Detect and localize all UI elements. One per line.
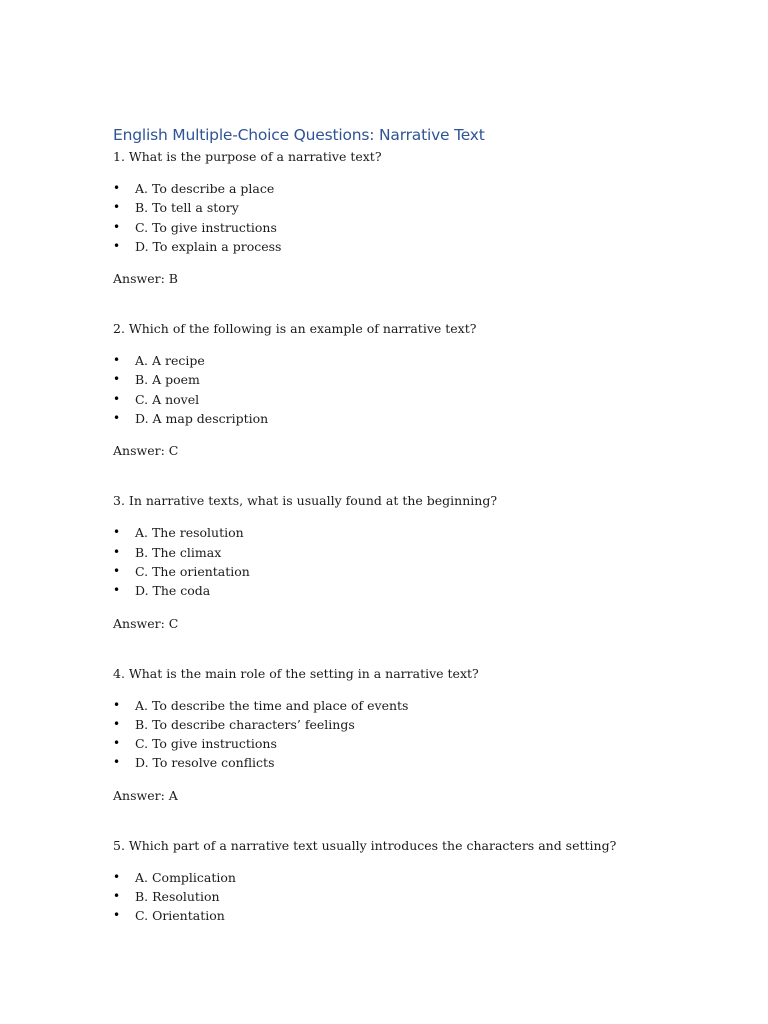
- document-title: English Multiple-Choice Questions: Narrative Text: [113, 126, 485, 144]
- bullet-icon: •: [113, 908, 121, 923]
- option-text: A. Complication: [135, 869, 236, 885]
- question-text: 1. What is the purpose of a narrative text?: [113, 149, 382, 164]
- bullet-icon: •: [113, 583, 121, 598]
- bullet-icon: •: [113, 391, 121, 406]
- options-list: [113, 523, 673, 600]
- option-text: A. A recipe: [135, 353, 205, 369]
- bullet-icon: •: [113, 525, 121, 540]
- question-text: 2. Which of the following is an example of narrative text?: [113, 321, 477, 337]
- option-text: B. Resolution: [135, 889, 220, 905]
- document-body: [113, 124, 673, 926]
- option-text: C. Orientation: [135, 908, 225, 924]
- option-item: [113, 734, 673, 753]
- option-item: [113, 562, 673, 581]
- option-item: [113, 696, 673, 715]
- question-text: 4. What is the main role of the setting in a narrative text?: [113, 665, 479, 681]
- options-list: [113, 696, 673, 773]
- option-item: [113, 351, 673, 370]
- bullet-icon: •: [113, 372, 121, 387]
- bullet-icon: •: [113, 889, 121, 904]
- option-text: B. To tell a story: [135, 200, 239, 216]
- bullet-icon: •: [113, 697, 121, 712]
- bullet-icon: •: [113, 411, 121, 426]
- option-item: [113, 906, 673, 925]
- bullet-icon: •: [113, 563, 121, 578]
- question-3: [113, 492, 673, 631]
- option-text: C. To give instructions: [135, 219, 277, 235]
- option-text: D. To resolve conflicts: [135, 755, 275, 771]
- option-text: D. The coda: [135, 583, 211, 599]
- option-text: D. A map description: [135, 411, 269, 427]
- answer-text: Answer: B: [113, 271, 178, 287]
- question-4: [113, 665, 673, 804]
- option-item: [113, 715, 673, 734]
- question-text: 5. Which part of a narrative text usually introduces the characters and setting?: [113, 837, 617, 853]
- option-item: [113, 868, 673, 887]
- option-text: B. A poem: [135, 372, 200, 388]
- question-2: [113, 320, 673, 459]
- option-item: [113, 237, 673, 256]
- option-item: [113, 390, 673, 409]
- option-text: C. The orientation: [135, 563, 250, 579]
- option-text: A. To describe the time and place of events: [135, 697, 409, 713]
- options-list: [113, 351, 673, 428]
- bullet-icon: •: [113, 869, 121, 884]
- answer-text: Answer: C: [113, 615, 179, 631]
- option-item: [113, 753, 673, 772]
- bullet-icon: •: [113, 736, 121, 751]
- answer-text: Answer: A: [113, 787, 178, 803]
- question-text: 3. In narrative texts, what is usually found at the beginning?: [113, 493, 498, 509]
- bullet-icon: •: [113, 544, 121, 559]
- bullet-icon: •: [113, 716, 121, 731]
- option-item: [113, 179, 673, 198]
- option-item: [113, 218, 673, 237]
- question-5: [113, 837, 673, 926]
- option-text: B. The climax: [135, 544, 222, 560]
- bullet-icon: •: [113, 181, 121, 195]
- option-item: [113, 523, 673, 542]
- option-item: [113, 198, 673, 217]
- option-text: A. The resolution: [135, 525, 244, 541]
- option-text: C. A novel: [135, 391, 200, 407]
- option-item: [113, 370, 673, 389]
- option-text: D. To explain a process: [135, 238, 282, 254]
- options-list: [113, 179, 673, 256]
- question-1: [113, 148, 673, 287]
- bullet-icon: •: [113, 200, 121, 215]
- option-text: A. To describe a place: [135, 181, 275, 196]
- option-item: [113, 409, 673, 428]
- option-text: C. To give instructions: [135, 736, 277, 752]
- bullet-icon: •: [113, 755, 121, 770]
- bullet-icon: •: [113, 238, 121, 253]
- options-list: [113, 868, 673, 926]
- option-item: [113, 581, 673, 600]
- bullet-icon: •: [113, 353, 121, 368]
- bullet-icon: •: [113, 219, 121, 234]
- option-item: [113, 543, 673, 562]
- answer-text: Answer: C: [113, 443, 179, 459]
- option-text: B. To describe characters’ feelings: [135, 716, 355, 732]
- option-item: [113, 887, 673, 906]
